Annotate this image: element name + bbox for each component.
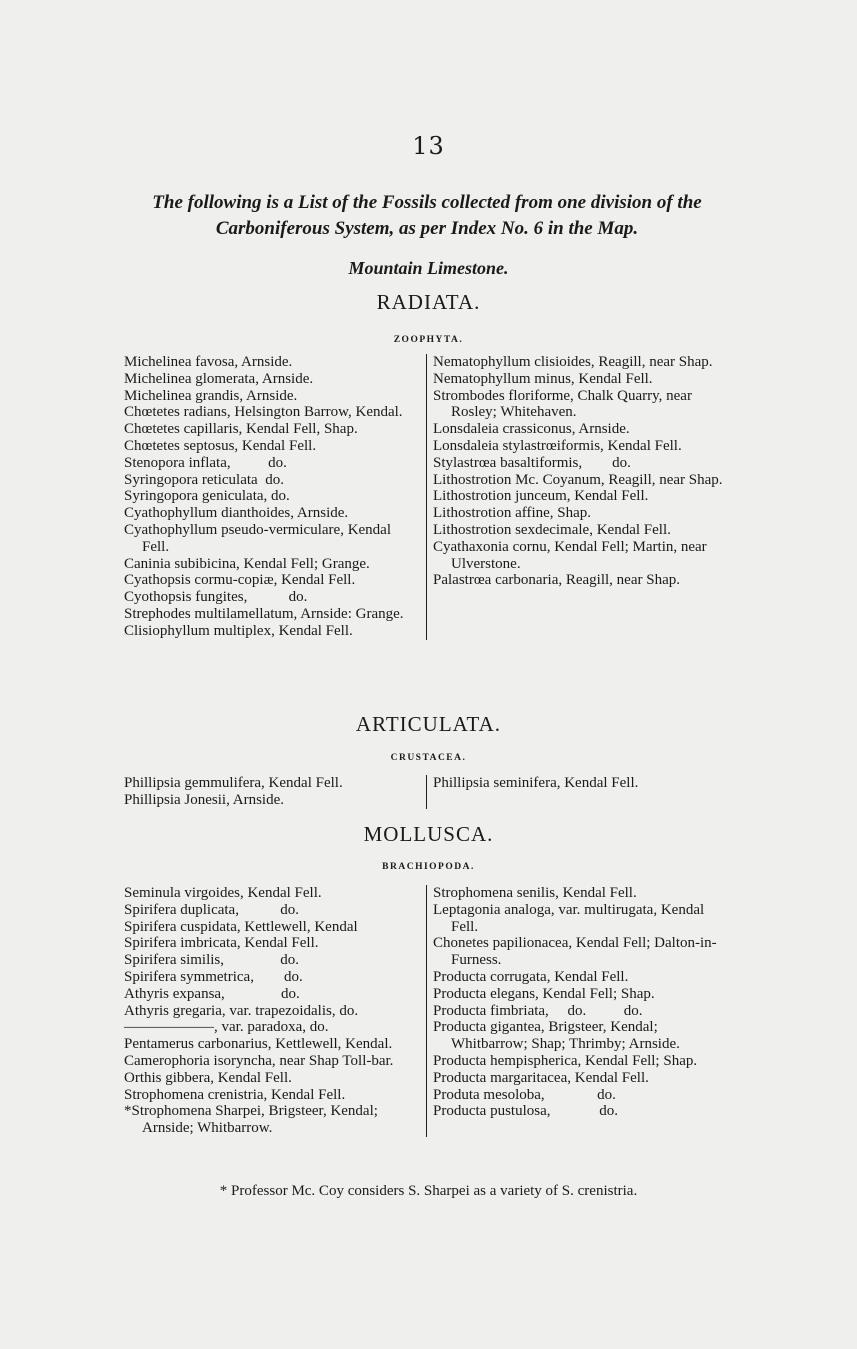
list-item: Chœtetes radians, Helsington Barrow, Kendal. bbox=[124, 404, 403, 421]
list-item: Michelinea glomerata, Arnside. bbox=[124, 370, 314, 387]
intro-heading: The following is a List of the Fossils collected from one division of the Carboniferous System, as per Index No. 6 in the Map. bbox=[152, 192, 702, 239]
list-item: Strophomena crenistria, Kendal Fell. bbox=[124, 1086, 346, 1103]
list-item: Leptagonia analoga, var. multirugata, Kendal Fell. bbox=[433, 901, 705, 935]
list-item: Lonsdaleia stylastrœiformis, Kendal Fell. bbox=[433, 437, 682, 454]
list-item: *Strophomena Sharpei, Brigsteer, Kendal; Arnside; Whitbarrow. bbox=[124, 1103, 378, 1137]
list-item: Chœtetes septosus, Kendal Fell. bbox=[124, 437, 317, 454]
articulata-columns bbox=[124, 775, 738, 809]
list-item: Producta elegans, Kendal Fell; Shap. bbox=[433, 985, 655, 1002]
list-item: Nematophyllum clisioides, Reagill, near Shap. bbox=[433, 354, 713, 370]
subsection-brachiopoda: BRACHIOPODA. bbox=[382, 862, 475, 872]
section-title-radiata: RADIATA. bbox=[376, 290, 481, 314]
footnote: * Professor Mc. Coy considers S. Sharpei as a variety of S. crenistria. bbox=[219, 1183, 638, 1199]
mollusca-columns bbox=[124, 885, 738, 1137]
subsection-zoophyta: ZOOPHYTA. bbox=[393, 335, 464, 345]
list-item: Spirifera cuspidata, Kettlewell, Kendal bbox=[124, 918, 358, 935]
list-item: Caninia subibicina, Kendal Fell; Grange. bbox=[124, 555, 370, 572]
list-item: Chœtetes capillaris, Kendal Fell, Shap. bbox=[124, 421, 358, 438]
articulata-right-column bbox=[426, 775, 729, 809]
list-item: Syringopora geniculata, do. bbox=[124, 488, 290, 505]
radiata-right-column bbox=[426, 354, 729, 640]
list-item: Producta fimbriata, do. do. bbox=[433, 1002, 643, 1019]
list-item: Producta margaritacea, Kendal Fell. bbox=[433, 1069, 649, 1086]
list-item: Athyris expansa, do. bbox=[124, 985, 300, 1002]
list-item: Chonetes papilionacea, Kendal Fell; Dalton-in-Furness. bbox=[433, 935, 717, 969]
page-number: 13 bbox=[412, 132, 445, 160]
list-item: Michelinea grandis, Arnside. bbox=[124, 387, 298, 404]
list-item: Strophomena senilis, Kendal Fell. bbox=[433, 885, 637, 901]
list-item: Produta mesoloba, do. bbox=[433, 1086, 616, 1103]
list-item: Cyathophyllum pseudo-vermiculare, Kendal Fell. bbox=[124, 521, 392, 555]
list-item: Producta hempispherica, Kendal Fell; Shap. bbox=[433, 1052, 698, 1069]
list-item: Spirifera similis, do. bbox=[124, 952, 299, 969]
list-item: Cyathophyllum dianthoides, Arnside. bbox=[124, 505, 349, 522]
list-item: Lithostrotion affine, Shap. bbox=[433, 505, 592, 522]
list-item: Producta corrugata, Kendal Fell. bbox=[433, 968, 629, 985]
list-item: Lithostrotion junceum, Kendal Fell. bbox=[433, 488, 649, 505]
list-item: Producta pustulosa, do. bbox=[433, 1103, 618, 1120]
list-item: Spirifera duplicata, do. bbox=[124, 901, 299, 918]
list-item: Phillipsia Jonesii, Arnside. bbox=[124, 791, 285, 808]
section-title-mollusca: MOLLUSCA. bbox=[363, 822, 494, 846]
articulata-left-column bbox=[124, 775, 426, 809]
list-item: Spirifera imbricata, Kendal Fell. bbox=[124, 935, 319, 952]
list-item: Strombodes floriforme, Chalk Quarry, near Rosley; Whitehaven. bbox=[433, 387, 692, 421]
list-item: Cyothopsis fungites, do. bbox=[124, 589, 308, 606]
mollusca-left-column bbox=[124, 885, 426, 1137]
subsection-crustacea: CRUSTACEA. bbox=[390, 753, 467, 763]
list-item: Orthis gibbera, Kendal Fell. bbox=[124, 1069, 292, 1086]
list-item: Seminula virgoides, Kendal Fell. bbox=[124, 885, 322, 901]
list-item: Phillipsia gemmulifera, Kendal Fell. bbox=[124, 775, 343, 791]
list-item: ——————, var. paradoxa, do. bbox=[124, 1019, 329, 1036]
list-item: Stylastrœa basaltiformis, do. bbox=[433, 454, 631, 471]
section-title-articulata: ARTICULATA. bbox=[355, 712, 502, 736]
mollusca-right-column bbox=[426, 885, 729, 1137]
list-item: Stenopora inflata, do. bbox=[124, 454, 287, 471]
list-item: Camerophoria isoryncha, near Shap Toll-bar. bbox=[124, 1052, 394, 1069]
list-item: Lithostrotion Mc. Coyanum, Reagill, near Shap. bbox=[433, 471, 723, 488]
list-item: Lithostrotion sexdecimale, Kendal Fell. bbox=[433, 521, 671, 538]
list-item: Nematophyllum minus, Kendal Fell. bbox=[433, 370, 653, 387]
list-item: Cyathaxonia cornu, Kendal Fell; Martin, near Ulverstone. bbox=[433, 538, 707, 572]
list-item: Pentamerus carbonarius, Kettlewell, Kendal. bbox=[124, 1036, 393, 1053]
list-item: Phillipsia seminifera, Kendal Fell. bbox=[433, 775, 639, 791]
subheading: Mountain Limestone. bbox=[348, 258, 509, 278]
list-item: Clisiophyllum multiplex, Kendal Fell. bbox=[124, 622, 353, 639]
list-item: Lonsdaleia crassiconus, Arnside. bbox=[433, 421, 630, 438]
list-item: Athyris gregaria, var. trapezoidalis, do. bbox=[124, 1002, 359, 1019]
list-item: Spirifera symmetrica, do. bbox=[124, 968, 303, 985]
list-item: Strephodes multilamellatum, Arnside: Grange. bbox=[124, 605, 404, 622]
list-item: Syringopora reticulata do. bbox=[124, 471, 284, 488]
list-item: Palastrœa carbonaria, Reagill, near Shap. bbox=[433, 572, 680, 589]
list-item: Michelinea favosa, Arnside. bbox=[124, 354, 293, 370]
list-item: Cyathopsis cormu-copiæ, Kendal Fell. bbox=[124, 572, 356, 589]
radiata-left-column bbox=[124, 354, 426, 640]
radiata-columns bbox=[124, 354, 738, 640]
list-item: Producta gigantea, Brigsteer, Kendal; Whitbarrow; Shap; Thrimby; Arnside. bbox=[433, 1019, 680, 1053]
